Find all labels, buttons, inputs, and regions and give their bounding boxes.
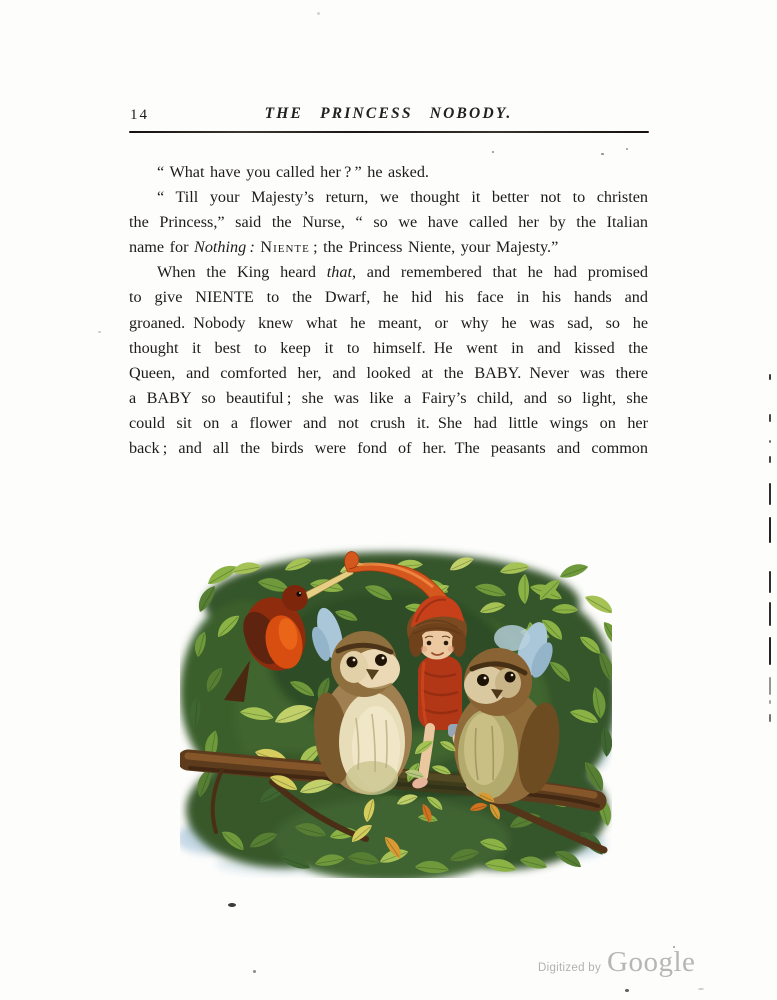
- page-edge-mark: [769, 440, 772, 443]
- text-line: groaned. Nobody knew what he meant, or why he was sad, so he: [129, 313, 648, 332]
- text-line: back ; and all the birds were fond of her. The peasants and common: [129, 439, 648, 458]
- text-line: to give NIENTE to the Dwarf, he hid his face in his hands and: [129, 288, 648, 307]
- text-line: Queen, and comforted her, and looked at the BABY. Never was there: [129, 363, 648, 382]
- digitized-by-label: Digitized by: [538, 962, 602, 974]
- scan-speck: [492, 151, 494, 153]
- page-edge-mark: [769, 714, 772, 722]
- text-line: When the King heard that, and remembered that he had promised: [157, 263, 648, 282]
- text-line: “ Till your Majesty’s return, we thought it better not to christen: [157, 188, 648, 207]
- leaf: [583, 591, 612, 617]
- scan-speck: [625, 989, 629, 992]
- scan-speck: [317, 12, 320, 15]
- page-edge-mark: [769, 637, 772, 665]
- page-edge-mark: [769, 517, 772, 543]
- page-edge-mark: [769, 700, 772, 704]
- page-edge-mark: [769, 571, 772, 593]
- page-edge-mark: [769, 677, 772, 695]
- illustration-owls-fairy-child: [180, 542, 612, 878]
- scan-speck: [698, 988, 704, 990]
- text-line: name for Nothing : Niente ; the Princess Niente, your Majesty.”: [129, 238, 559, 257]
- page-edge-mark: [769, 414, 772, 422]
- scan-speck: [98, 331, 101, 333]
- page-edge-mark: [769, 602, 772, 626]
- text-line: thought it best to keep it to himself. He went in and kissed the: [129, 338, 648, 357]
- page-number: 14: [130, 107, 149, 123]
- running-title: THE PRINCESS NOBODY.: [264, 105, 513, 122]
- page-edge-mark: [769, 456, 772, 463]
- scan-speck: [673, 946, 675, 948]
- page-edge-mark: [769, 483, 772, 505]
- leaf: [558, 560, 590, 580]
- text-line: could sit on a flower and not crush it. She had little wings on her: [129, 413, 648, 432]
- watermark: [538, 946, 695, 979]
- header-rule: [129, 131, 649, 133]
- text-line: “ What have you called her ? ” he asked.: [157, 163, 429, 181]
- page-edge-mark: [769, 374, 772, 380]
- scan-speck: [601, 153, 604, 155]
- text-line: a BABY so beautiful ; she was like a Fairy’s child, and so light, she: [129, 388, 648, 407]
- google-logo: Google: [607, 946, 696, 978]
- scan-speck: [253, 970, 256, 973]
- scan-speck: [228, 903, 236, 907]
- scan-speck: [626, 148, 628, 150]
- body-text: [129, 160, 648, 461]
- text-line: the Princess,” said the Nurse, “ so we have called her by the Italian: [129, 213, 648, 232]
